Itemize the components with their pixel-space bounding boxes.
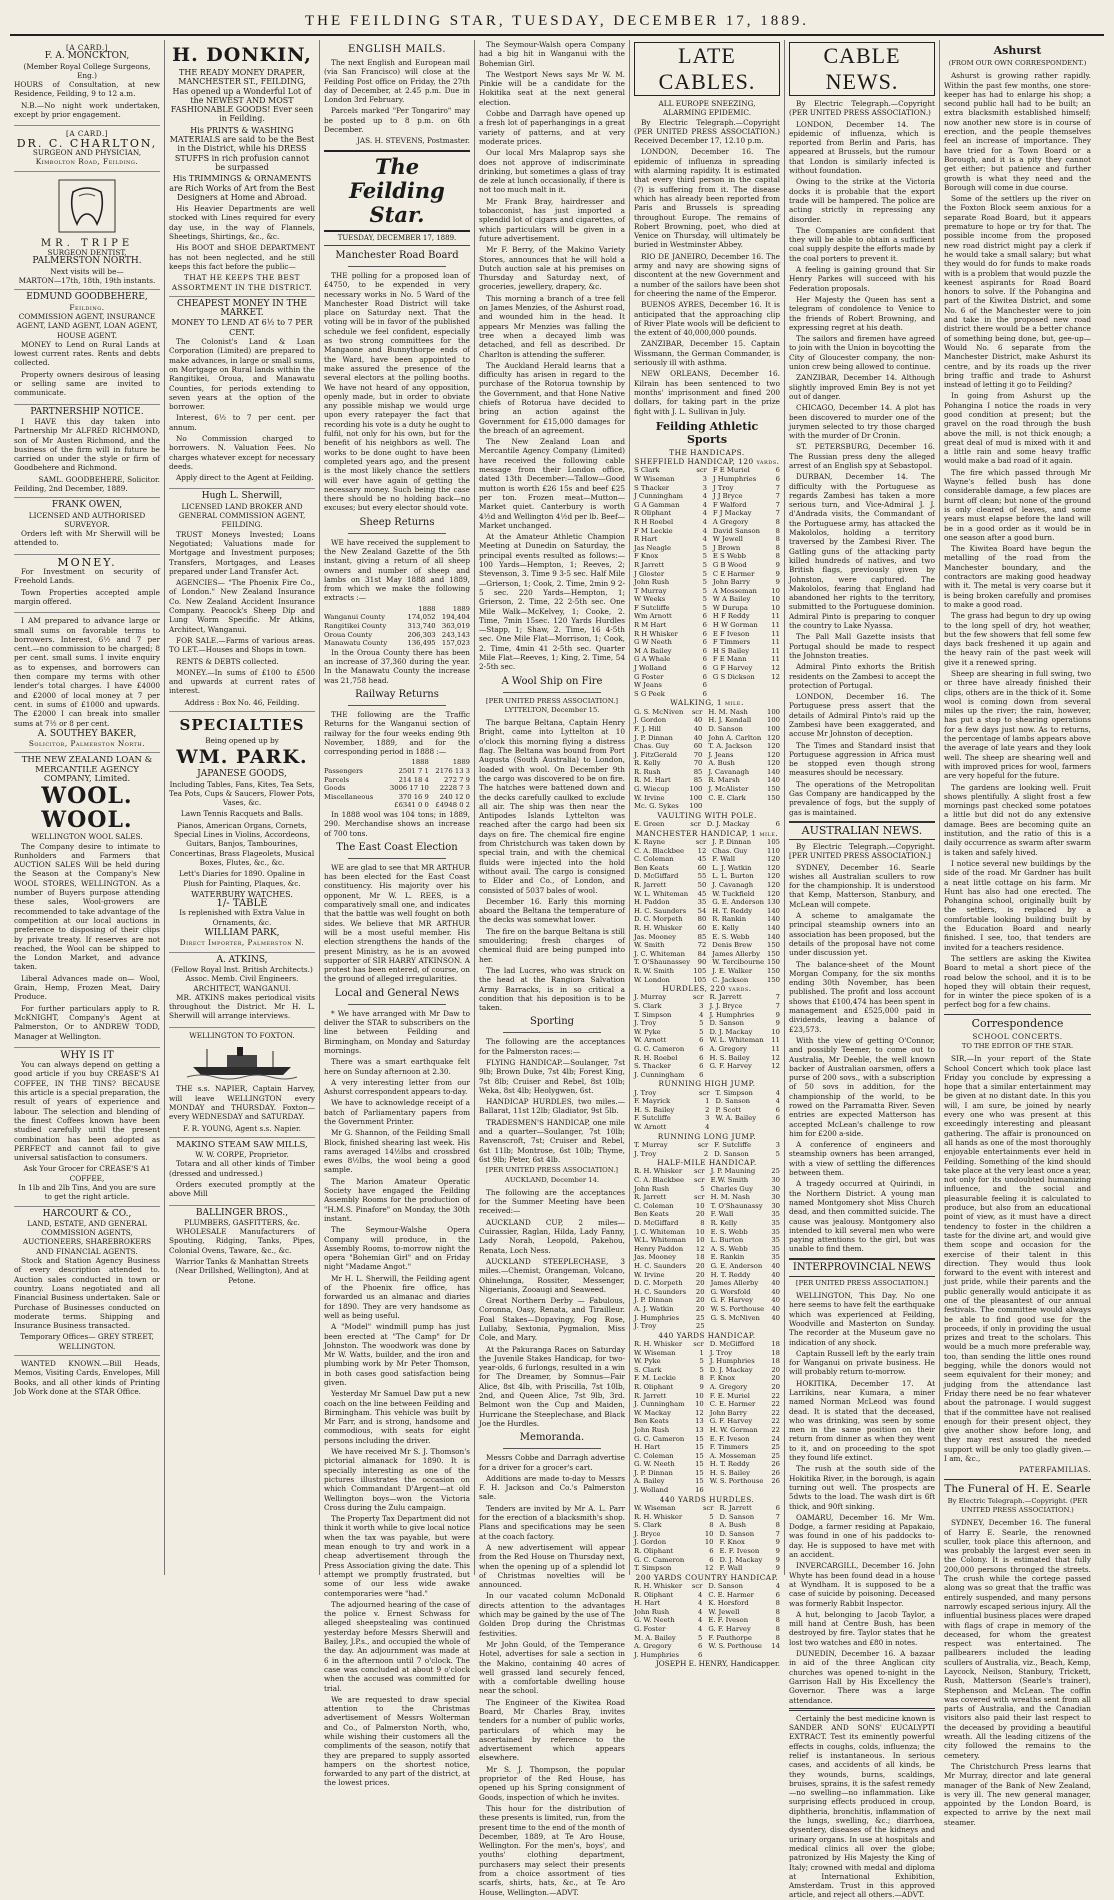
table-row: F. J. Hill 40 D. Sanson 100 <box>634 724 780 733</box>
table-row: G. W. Neeth 4 E. F. Iveson 8 <box>634 1616 780 1625</box>
table-row: R H Whisker 6 E F Iveson 11 <box>634 629 780 638</box>
table-row: A. Bailey 15 W. S. Porthouse 26 <box>634 1477 780 1486</box>
article-local-news: Local and General News * We have arranged with Mr Daw to deliver the STAR to subscribers on the line between Feilding and Birmingham, on Monday and Saturday mornings. There was a smart earthquake felt here on Sunday afternoon at 2.30. A very interesting letter from our Ashurst correspondent appears to-day. We have to acknowledge receipt of a batch of Parliamentary papers from the Government Printer. Mr G. Shannon, of the Feilding Small Block, finished shearing last week. His rams averaged 14½lbs and crossbred ewes 8½lbs, the wool being a good sample. The Marion Amateur Operatic Society have engaged the Feilding Assembly Rooms for the production of "H.M.S. Pinafore" on Monday, the 30th instant. The Seymour-Walshe Opera Company will produce, in the Assembly Rooms, to-morrow night the opera "Bohemian Girl" and on Friday night "Madame Angot." Mr H. L. Sherwill, the Feilding agent of the Phoenix fire office, has forwarded us an almanac and diaries for 1890. They are very handsome as well as being useful. A "Model" windmill pump has just been erected at "The Camp" for Dr Johnston. The woodwork was done by Mr W. Watts, builder, and the iron and plumbing work by Mr Peter Thomson, in both cases good satisfaction being given. Yesterday Mr Samuel Daw put a new coach on the line between Feilding and Birmingham. This vehicle was built by Mr Farr, and is strong, handsome and commodious, with seats for eight persons including the driver. We have received Mr S. J. Thomson's pictorial almanack for 1890. It is specially interesting as one of the pictures illustrates the occasion on which Commandant D'Argent—at old Wellington boys—won the Victoria Cross during the Zulu campaign. The Property Tax Department did not think it worth while to give local notice when the tax was payable, but were mean enough to try and work in a cheap advertisement through the Press Association giving the date. This attempt we promptly frustrated, but some of our less wide awake contemporaries were "had." The adjourned hearing of the case of the police v. Ernest Schwass for alleged sheepstealing was continued yesterday before Messrs Sherwill and Bailey, J.P.s., and occupied the whole of the day. An adjournment was made at 6 in the afternoon until 7 o'clock. The case was concluded at about 9 o'clock when the accused was committed for trial. We are requested to draw special attention to the Christmas advertisement of Messrs Wolterman and Co., of Palmerston North, who, while wishing their customers all the compliments of the season, notify that they are prepared to supply assorted hampers on the shortest notice, forwarded to any part of the district, at the lowest prices. <box>324 987 470 1788</box>
table-row: J. Bryce 10 D. Sanson 7 <box>634 1529 780 1538</box>
table-row: F. M. Leckie 8 F. Knox 20 <box>634 1374 780 1383</box>
table-row: W. Mackay 12 John Barry 22 <box>634 1408 780 1417</box>
table-row: J. C. Whiteman 10 E. S. Webb 35 <box>634 1227 780 1236</box>
table-row: W.L. Whiteman 10 L. Burton 35 <box>634 1236 780 1245</box>
ad-owen: FRANK OWEN, LICENSED AND AUTHORISED SURVEYOR. Orders left with Mr Sherwill will be attended to. <box>14 498 160 554</box>
table-row: R Oliphant 4 F J Mackay 7 <box>634 509 780 518</box>
column-7 <box>940 40 1095 1827</box>
handicap-table <box>634 1141 780 1158</box>
table-row: F M Leckie 4 David Sanson 8 <box>634 526 780 535</box>
ad-charlton: [A CARD.] DR. C. CHARLTON, SURGEON AND PHYSICIAN, Kimbolton Road, Feilding. <box>14 126 160 171</box>
sheep-returns-table: 1888 1889 Wanganui County 174,052 194,404 Rangitikei County 313,740 363,019 Oroua County 206,303 243,143 Manawatu County 136,495 157,023 <box>324 604 470 648</box>
table-row: S. Thacker 6 G. F. Harvey 12 <box>634 1062 780 1071</box>
table-row: R. H. Whisker scr D. Sanson 4 <box>634 1582 780 1591</box>
ad-sherwill: Hugh L. Sherwill, LICENSED LAND BROKER AND GENERAL COMMISSION AGENT, FEILDING. TRUST Moneys Invested; Loans Negotiated; Valuations made for Mortgage and Investment purposes; Transfers, Mortgages, and Leases prepared under Land Transfer Act. AGENCIES— "The Phoenix Fire Co., of London." New Zealand Insurance Co. New Zealand Accident Insurance Company. Peacock's Sheep Dip and Lung Worm Specific. Mr Atkins, Architect, Wanganui. FOR SALE.—Farms of various areas. TO LET.—Houses and Shops in town. RENTS & DEBTS collected. MONEY.—In sums of £100 to £500 and upwards at current rates of interest. Address : Box No. 46, Feilding. <box>169 489 315 712</box>
table-row: John Rush 5 John Barry 9 <box>634 578 780 587</box>
table-row: F Knox 5 E S Webb 8 <box>634 552 780 561</box>
table-row: F Sutcliffe 5 W Durupa 10 <box>634 603 780 612</box>
table-row: H. Hart 15 F. Timmers 25 <box>634 1443 780 1452</box>
table-row: John Rush 5 Charles Guy 30 <box>634 1184 780 1193</box>
ad-park: SPECIALTIES Being opened up by WM. PARK. JAPANESE GOODS, Including Tables, Fans, Kites, Tea Sets, Tea Pots, Cups & Saucers, Flower Pots, Vases, &c. Lawn Tennis Racquets and Balls. Pianos, American Organs, Cornets, Special Lines in Violins, Accordeons, Guitars, Banjos, Tambourines, Concertinas, Brass Flageolets, Musical Boxes, Flutes, &c., &c. Lett's Diaries for 1890. Opaline in Plush for Painting, Plaques, &c. WATERBURY WATCHES. 1/- TABLE Is replenished with Extra Value in Ornaments, &c. WILLIAM PARK, Direct Importer, Palmerston N. <box>169 712 315 953</box>
table-row: J. Murray scr R. Jarrett 7 <box>634 993 780 1002</box>
table-row: Ben Keats 13 G. F. Harvey 22 <box>634 1417 780 1426</box>
table-row: F. Mayrick 1 D. Sanson 4 <box>634 1097 780 1106</box>
ad-cheapest: CHEAPEST MONEY IN THE MARKET. MONEY TO LEND AT 6½ to 7 PER CENT. The Colonist's Land & Loan Corporation (Limited) are prepared to make advances, in large or small sums, on Mortgage on Rural lands within the Rangitikei, Oroua, and Manawatu Counties, for periods extending to seven years at the option of the borrower. Interest, 6½ to 7 per cent. per annum. No Commission charged to borrowers. N. Valuation Fees. No charges whatever except for necessary deeds. Apply direct to the Agent at Feilding. <box>169 297 315 490</box>
table-row: G W Neeth 6 F Timmers 11 <box>634 638 780 647</box>
article-correspondence: Correspondence SCHOOL CONCERTS. TO THE EDITOR OF THE STAR. SIR,—In your report of the State School Concert which took place last Friday you conclude by expressing a hope that a similar entertainment may be given at no distant date. In this you will, I am sure, be joined by nearly every one who was present at this exceedingly interesting and pleasant gathering. The affair is pronounced on all hands as one of the most thoroughly enjoyable entertainments ever held in Feilding. Something of the kind should take place at the very least once a year, not only for its undoubted humanizing influence, and the social and pleasurable feeling it is calculated to produce, but also from an educational point of view, as it must have a direct tendency to foster in the children a taste for the divine art, and would give them scope and occasion for the exercise of their talent in this direction. They would thus look forward to the event with interest and just pride, while their parents and the public generally would anticipate it as one of the pleasantest of our annual festivals. The committee would always be able to find good use for the proceeds, if only in providing the usual prizes and treat to the scholars. This would be a much more preferable way, too, than sending the little ones round begging, while the donors would not seem equivalent for their money; and judging from the attendance last Friday there need be no fear whatever about the patronage. I would suggest that if the committee have not realised enough for their present object, they give another show before long, and they may rest assured the needed support will be only too gladly given.—I am, &c., PATERFAMILIAS. <box>944 1014 1091 1475</box>
table-row: H. C. Saunders 54 H. T. Reddy 140 <box>634 906 780 915</box>
table-row: Rangitikei County 313,740 363,019 <box>324 621 470 630</box>
table-row: D. C. Morpeth 20 James Allerby 40 <box>634 1279 780 1288</box>
table-row: W. Smith 72 Denis Brew 150 <box>634 941 780 950</box>
table-row: S Thacker 3 J Troy 7 <box>634 483 780 492</box>
table-row: J. P. Dinnan 40 John A. Carlton 120 <box>634 733 780 742</box>
table-row: G A Gamman 4 F Walford 7 <box>634 500 780 509</box>
table-row: W Wiseman 3 J Humphries 6 <box>634 474 780 483</box>
table-row: R Jarrett 5 G B Wood 9 <box>634 560 780 569</box>
table-row: K. Rayne scr J. P. Dinnan 105 <box>634 838 780 847</box>
railway-returns-table: 1888 1889 Passengers 2501 7 1 2176 13 3 Parcels 214 18 4 272 7 9 Goods 3006 17 10 2228 7 3 Miscellaneous 370 16 9 240 12 0 £6341 0 0 £4948 0 2 <box>324 758 470 810</box>
table-row: R. Kelly 70 A. Bush 120 <box>634 759 780 768</box>
table-row: W. Pyke 5 D. J. Mackay 10 <box>634 1027 780 1036</box>
ad-crease: WHY IS IT You can always depend on getting a good article if you buy CREASE'S A1 COFFEE, IN THE TINS? BECAUSE this article is a special preparation, the result of years of experience and labour. The selection and blending of the finest Coffees known have been studied carefully until the present combination has been adopted as PERFECT and cannot fail to give universal satisfaction to consumers. Ask Your Grocer for CREASE'S A1 COFFEE, In 1lb and 2lb Tins, And you are sure to get the right article. <box>14 1048 160 1207</box>
column-6: CABLE NEWS. By Electric Telegraph.—Copyright (PER UNITED PRESS ASSOCIATION.) LONDON, December 14. The epidemic of influenza, which is reported from Berlin and Paris, has appeared at Brussels, but the rumour that London is similarly infected is without foundation. Owing to the strike at the Victoria docks it is probable that the export trade will be hampered. The police are acting strictly in repressing any disorder. The Companies are confident that they will be able to obtain a sufficient coal supply despite the efforts made by the coal porters to prevent it. A feeling is gaining ground that Sir Henry Parkes will succeed with his Federation proposals. Her Majesty the Queen has sent a telegram of condolence to Venice to the friends of Robert Browning, and expressing regret at his death. The sailors and firemen have agreed to join with the Union in boycotting the City of Gloucester company, the non-union crew being allowed to continue. ZANZIBAR, December 14. Although slightly improved Emin Bey is not yet out of danger. CHICAGO, December 14. A plot has been discovered to murder one of the jurymen selected to try those charged with the murder of Dr Cronin. ST. PETERSBURG, December 16. The Russian press deny the alleged arrest of an English spy at Sebastopol. DURBAN, December 14. The difficulty with the Portuguese as regards Zambesi has taken a more serious turn, and Vice-Admiral J. J. d'Andrada visits, the Commandant of the Portuguese army, has attacked the Makololos, holding a territory traversed by the Zambesi River. The Gatling guns of the attacking party killed hundreds of natives, and two British flags, previously given by Johnston, were captured. The Makololos, fearing that England had abandoned her rights to the territory, submitted to the Portuguese dominion. Admiral Pinto is preparing to conquer the country to Lake Nyassa. The Pall Mall Gazette insists that Portugal should be made to respect the Johnston treaties. Admiral Pinto exhorts the British residents on the Zambesi to accept the protection of Portugal. LONDON, December 16. The Portuguese press assert that the details of Admiral Pinto's raid up the Zambesi have been exaggerated, and accuse Mr Johnston of deception. The Times and Standard insist that Portuguese aggression in Africa must be stopped even though strong measures should be necessary. The operations of the Metropolitan Gas Company are handicapped by the prevalence of fogs, but the supply of gas is maintained. AUSTRALIAN NEWS. By Electric Telegraph.—Copyright. [PER UNITED PRESS ASSOCIATION.] SYDNEY, December 16. Searle wishes all Australian scullers to row for the championship. It is understood that Kemp, Matterson, Stanbury, and McLean will compete. A scheme to amalgamate the principal steamship owners into an association has been proposed, but the details of the proposal have not come under discussion yet. The balance-sheet of the Mount Morgan Company, for the six months ending 30th November, has been published. The profit and loss account shows that £100,474 has been spent in management and £525,000 paid in dividends, leaving a balance of £23,573. With the view of getting O'Connor, and possibly Teemer, to come out to Australia, Mr Deeble, the well known backer of Australian oarsmen, offers a purse of 200 sovs., with a subscription of 50 sovs in addition, for the championship of the world, to be rowed on the Parramatta River. Seven entries are expected Matterson has accepted McLean's challenge to row him for £200 a-side. A conference of engineers and steamship owners has been arranged, with a view of settling the differences between them. A tragedy occurred at Quirindi, in the Northern District. A young man named Montgomery shot Miss Church dead, and then committed suicide. The cause was jealousy. Montgomery also intended to kill several men who were paying attentions to the girl, but was unable to find them. INTERPROVINCIAL NEWS [PER UNITED PRESS ASSOCIATION.] WELLINGTON, This Day. No one here seems to have felt the earthquake which was experienced at Feilding, Woodville and Masterton on Sunday. The recorder at the Museum gave no indication of any shock. Captain Russell left by the early train for Wanganui on private business. He will probably return to-morrow. HOKITIKA, December 17. At Larrikins, near Kumara, a miner named Norman McLeod was found dead. It is stated that the deceased, who was drinking, was seen by some men in the same position on their return from dinner as when they went to it, and on proceeding to the spot they found life extinct. The rush at the south side of the Hokitika River, in the borough, is again turning out well. The prospects are 5dwts to the load. The wash dirt is 6ft thick, and 90ft sinking. OAMARU, December 16. Mr Wm. Dodge, a farmer residing at Papakaio, was found in one of his paddocks to-day. He is supposed to have met with an accident. INVERCARGILL, December 16. John Whyte has been found dead in a house at Wyndham. It is supposed to be a case of suicide by poisoning. Deceased was formerly Rabbit Inspector. A hut, belonging to Jacob Taylor, a mill hand at Centre Bush, has been destroyed by fire. Taylor states that he lost two watches and £80 in notes. DUNEDIN, December 16. A bazaar in aid of the three Anglican city churches was opened to-night in the Garrison Hall by His Excellency the Governor. There was a large attendance. Certainly the best medicine known is SANDER AND SONS' EUCALYPTI EXTRACT. Test its eminently powerful effects in coughs, colds, influenza; the relief is instantaneous. In serious cases, and accidents of all kinds, be they wounds, burns, scaldings, bruises, sprains, it is the safest remedy—no swelling—no inflammation. Like surprising effects produced in croup, diphtheria, bronchitis, inflammation of the lungs, swelling, &c.; diarrhoea, dysentery, diseases of the kidneys and urinary organs. In use at hospitals and medical clinics all over the globe; patronized by His Majesty the King of Italy; crowned with medal and diploma at International Exhibition, Amsterdam. Trust in this approved article, and reject all others.—ADVT. <box>785 40 940 1575</box>
table-row: C. Coleman 45 F. Wall 120 <box>634 855 780 864</box>
table-row: J. Cunningham 10 C. E. Harmer 22 <box>634 1400 780 1409</box>
table-row: S. Clark 5 D. J. Mackay 20 <box>634 1365 780 1374</box>
table-row: Passengers 2501 7 1 2176 13 3 <box>324 767 470 775</box>
table-row: G. W. Neeth 15 H. T. Reddy 26 <box>634 1460 780 1469</box>
table-row: Miscellaneous 370 16 9 240 12 0 <box>324 792 470 801</box>
handicap-table <box>634 1089 780 1132</box>
table-row: J. Humphries 6 <box>634 1650 703 1659</box>
table-row: R. Jarrett scr H. M. Nash 30 <box>634 1193 780 1202</box>
ad-harcourt: HARCOURT & CO., LAND, ESTATE, AND GENERAL COMMISSION AGENTS, AUCTIONEERS, SHAREBROKERS AND FINANCIAL AGENTS. Stock and Station Agency Business of every description attended to. Auction sales conducted in town or country. Loans negotiated and all Financial Business undertaken. Sale or Purchase of Businesses conducted on moderate terms. Shipping and Insurance Business transacted. Temporary Offices— GREY STREET, WELLINGTON. <box>14 1207 160 1356</box>
ad-partnership: PARTNERSHIP NOTICE. I HAVE this day taken into Partnership Mr ALFRED RICHMOND, son of Mr Austen Richmond, and the business of the firm will in future be carried on under the style or firm of Goodbehere and Richmond. SAML. GOODBEHERE, Solicitor. Feilding, 2nd December, 1889. <box>14 405 160 499</box>
table-row: J. Gordon 40 H. J. Kendall 100 <box>634 716 780 725</box>
table-row: W. Wiseman scr R. Jarrett 6 <box>634 1503 780 1512</box>
ad-donkin: H. DONKIN, THE READY MONEY DRAPER, MANCHESTER ST., FEILDING, Has opened up a Wonderful Lot of the NEWEST AND MOST FASHIONABLE GOODS! Ever seen in Feilding. His PRINTS & WASHING MATERIALS are said to be the Best in the District, while his DRESS STUFFS in rich profusion cannot be surpassed His TRIMMINGS & ORNAMENTS are Rich Works of Art from the Best Designers at Home and Abroad. His Heavier Departments are well stocked with Lines required for every day use, in the way of Flannels, Sheetings, Shirtings, &c., &c. His BOOT and SHOE DEPARTMENT has not been neglected, and he still keeps this fact before the public— THAT HE KEEPS THE BEST ASSORTMENT IN THE DISTRICT. <box>169 40 315 297</box>
table-row: C. Coleman 10 T. O'Shaunassy 30 <box>634 1201 780 1210</box>
column-3 <box>320 40 475 1788</box>
table-row: J Gloster 5 C E Harmer 9 <box>634 569 780 578</box>
column-1 <box>10 40 165 1575</box>
table-row: W. Irvine 100 C. E. Clark 150 <box>634 793 780 802</box>
table-row: R. H. Whisker 60 E. Kelly 140 <box>634 923 780 932</box>
table-row: D. McGiffard 55 L. L. Burton 120 <box>634 872 780 881</box>
column-2 <box>165 40 320 1575</box>
table-row: R. Jarrett 50 J. Cavanagh 120 <box>634 881 780 889</box>
article-searle-funeral: The Funeral of H. E. Searle By Electric Telegraph.—Copyright. (PER UNITED PRESS ASSOCIATION.) SYDNEY, December 16. The funeral of Harry E. Searle, the renowned sculler, took place this afternoon, and was probably the largest ever seen in the Colony. It is estimated that fully 200,000 persons thronged the streets. The crush while the cortege passed along was so great that the traffic was entirely suspended, and many persons narrowly escaped serious injury. All the influential business places were draped with flags of crape in memory of the deceased, for whom the greatest respect was entertained. The pallbearers included the leading scullers of Australia, viz., Beach, Kemp, Laycock, Neilson, Stanbury, Trickett, Rush, Matterson (Searle's trainer), Stephenson and McLean. The coffin was covered with wreaths sent from all parts of Australia, and the Canadian visitors also paid their last respect to the deceased by providing a beautiful wreath. All the leading citizens of the city followed the remains to the cemetery. The Christchurch Press learns that Mr Murray, director and late general manager of the Bank of New Zealand, is very ill. The new general manager, appointed by the London Board, is expected to arrive by the next mail steamer. <box>944 1479 1091 1827</box>
table-row: S. Clark 3 J. J. Bryce 7 <box>634 1002 780 1011</box>
steamship-icon <box>169 1043 315 1081</box>
article-athletic-sports: Feilding Athletic Sports THE HANDICAPS. SHEFFIELD HANDICAP, 120 yards. S Clark scr F E Muriel 6 W Wiseman 3 J Humphries 6 S Thacker 3 J Troy 7 J Cunningham 4 J J Bryce 7 G A Gamman 4 F Walford 7 R Oliphant 4 F J Mackay 7 R H Roebel 4 A Gregory 8 F M Leckie 4 David Sanson 8 R Hart 4 W Jewell 8 Jas Neagle 5 J Brown 8 F Knox 5 E S Webb 8 R Jarrett 5 G B Wood 9 J Gloster 5 C E Harmer 9 John Rush 5 John Barry 9 T Murray 5 A Mosseman 10 W Weeks 5 W A Bailey 10 F Sutcliffe 5 W Durupa 10 Wm Arnott 6 H F Reddy 11 R M Hart 6 H W Gorman 11 R H Whisker 6 E F Iveson 11 G W Neeth 6 F Timmers 11 M A Bailey 6 H S Bailey 11 G A Whale 6 F E Mann 11 J Wolland 6 G F Harvey 12 G Foster 6 G S Dickson 12 W Jeans 6 S G Peek 6 WALKING, 1 mile. G. S. McNiven scr H. M. Nash 100 J. Gordon 40 H. J. Kendall 100 F. J. Hill 40 D. Sanson 100 J. P. Dinnan 40 John A. Carlton 120 Chas. Guy 60 T. A. Jackson 120 J. FitzGerald 70 J. Jeans 120 R. Kelly 70 A. Bush 120 R. Rush 85 J. Cavanagh 140 R. M. Hart 85 R. Marsh 140 G. Wiecup 100 J. McAlister 150 W. Irvine 100 C. E. Clark 150 Mc. G. Sykes 100 VAULTING WITH POLE. E. Green scr D. J. Mackay 6 MANCHESTER HANDICAP, 1 mile. K. Rayne scr J. P. Dinnan 105 C. A. Blackbee 12 Chas. Guy 110 C. Coleman 45 F. Wall 120 Ben Keats 60 L. J. Watkin 120 D. McGiffard 55 L. L. Burton 120 R. Jarrett 50 J. Cavanagh 120 W. L. Whiteman 45 W. Tuckfield 120 H. Paddon 35 G. E. Anderson 130 H. C. Saunders 54 H. T. Reddy 140 D. C. Morpeth 80 R. Rankin 140 R. H. Whisker 60 E. Kelly 140 Jas. Mooney 85 E. S. Webb 140 W. Smith 72 Denis Brew 150 J. C. Whiteman 84 James Allerby 150 T. O'Shaunassey 90 W. Tercibourne 150 R. W. Smith 105 J. E. Walker 150 W. London 105 C. Jackson 150 HURDLES, 220 yards. J. Murray scr R. Jarrett 7 S. Clark 3 J. J. Bryce 7 T. Simpson 4 J. Humphries 9 J. Troy 5 D. Sanson 9 W. Pyke 5 D. J. Mackay 10 W. Arnott 6 W. L. Whiteman 11 G. C. Cameron 6 A. Gregory 11 R. H. Roebel 6 H. S. Bailey 12 S. Thacker 6 G. F. Harvey 12 J. Cunningham 6 RUNNING HIGH JUMP. J. Troy scr T. Simpson 4 F. Mayrick 1 D. Sanson 4 H. S. Bailey 2 P. Scott 6 F. Sutcliffe 3 W. A. Bailey 6 W. Arnott 4 RUNNING LONG JUMP. T. Murray scr F. Sutcliffe 3 J. Troy 2 D. Sanson 5 HALF-MILE HANDICAP. R. H. Whisker scr J. P. Mauning 25 C. A. Blackbee scr E.W. Smith 30 John Rush 5 Charles Guy 30 R. Jarrett scr H. M. Nash 30 C. Coleman 10 T. O'Shaunassy 30 Ben Keats 20 F. Wall 35 D. McGiffard 8 R. Kelly 35 J. C. Whiteman 10 E. S. Webb 35 W.L. Whiteman 10 L. Burton 35 Henry Paddon 12 A. S. Webb 35 Jas. Mooney 18 E. Rankin 35 H. C. Saunders 20 G. E. Anderson 40 W. Irvine 20 H. T. Reddy 40 D. C. Morpeth 20 James Allerby 40 H. C. Saunders 20 G. Worsfold 40 J. P. Dinnan 20 G. F. Harvey 40 A. J. Watkin 20 W. S. Porthouse 40 J. Humphries 25 G. S. McNiven 40 J. Troy 25 440 YARDS HANDICAP. R. H. Whisker scr D. McGifford 18 W. Wiseman 1 J. Troy 18 W. Pyke 5 J. Humphries 18 S. Clark 5 D. J. Mackay 20 F. M. Leckie 8 F. Knox 20 R. Oliphant 9 A. Gregory 20 R. Jarrett 10 F. E. Muriel 22 J. Cunningham 10 C. E. Harmer 22 W. Mackay 12 John Barry 22 Ben Keats 13 G. F. Harvey 22 John Rush 13 H. W. Gorman 22 G. C. Cameron 15 E. F. Iveson 24 H. Hart 15 F. Timmers 25 C. Coleman 15 A. Mosseman 25 G. W. Neeth 15 H. T. Reddy 26 J. P. Dinnan 15 H. S. Bailey 26 A. Bailey 15 W. S. Porthouse 26 J. Wolland 16 440 YARDS HURDLES. W. Wiseman scr R. Jarrett 6 R. H. Whisker 5 D. Sanson 7 S. Clark 8 A. Bush 8 J. Bryce 10 D. Sanson 7 J. Gordon 10 F. Knox 9 R. Oliphant 6 E. F. Iveson 9 G. C. Cameron 6 D. J. Mackay 9 T. Simpson 12 F. Wall 9 200 YARDS COUNTRY HANDICAP. R. H. Whisker scr D. Sanson 4 R. Oliphant 4 C. E. Harmer 6 H. Hart 4 K. Horsford 8 John Rush 4 W. Jewell 8 G. W. Neeth 4 E. F. Iveson 8 G. Foster 4 G. F. Harvey 8 M. A. Bailey 5 F. Pauthorpe 8 A. Gregory 6 W. S. Porthouse 14 J. Humphries 6 JOSEPH E. HENRY, Handicapper. <box>634 419 780 1669</box>
table-row: A. Gregory 6 W. S. Porthouse 14 <box>634 1642 780 1651</box>
ad-wanted: WANTED KNOWN.—Bill Heads, Memos, Visiting Cards, Envelopes, Mill Books, and all other kinds of Printing Job Work done at the STAR Office. <box>14 1359 160 1396</box>
table-row: W. Arnott 6 W. L. Whiteman 11 <box>634 1036 780 1045</box>
table-row: Chas. Guy 60 T. A. Jackson 120 <box>634 742 780 751</box>
eucalypti-advertisement: Certainly the best medicine known is SANDER AND SONS' EUCALYPTI EXTRACT. Test its eminently powerful effects in coughs, colds, influenza; the relief is instantaneous. In serious cases, and accidents of all kinds, be they wounds, burns, scaldings, bruises, sprains, it is the safest remedy—no swelling—no inflammation. Like surprising effects produced in croup, diphtheria, bronchitis, inflammation of the lungs, swelling, &c.; diarrhoea, dysentery, diseases of the kidneys and urinary organs. In use at hospitals and medical clinics all over the globe; patronized by His Majesty the King of Italy; crowned with medal and diploma at International Exhibition, Amsterdam. Trust in this approved article, and reject all others.—ADVT. <box>789 1713 935 1900</box>
table-row: J. Humphries 25 G. S. McNiven 40 <box>634 1313 780 1322</box>
table-row: S Clark scr F E Muriel 6 <box>634 466 780 475</box>
table-row: Ben Keats 20 F. Wall 35 <box>634 1210 780 1219</box>
table-row: £6341 0 0 £4948 0 2 <box>394 801 470 810</box>
table-row: W Jeans 6 <box>634 681 707 690</box>
table-row: Mc. G. Sykes 100 <box>634 802 703 811</box>
article-sporting: Sporting The following are the acceptances for the Palmerston races:— FLYING HANDICAP.—Soulanger, 7st 9lb; Brown Duke, 7st 4lb; Forest King, 7st 8lb; Cruiser and Rebel, 8st 10lb; Weka, 8st 4lb; Heolygwen, 6st. HANDICAP HURDLES, two miles.—Ballarat, 11st 12lb; Gladiator, 9st 5lb. TRADESMEN'S HANDICAP, one mile and a quarter—Soulanger, 7st 10lb; Ravenscroft, 7st; Cruiser and Rebel, 6st 11lb; Montrose, 6st 10lb; Thyme, 6st 9lb; Peter, 6st 4lb. [PER UNITED PRESS ASSOCIATION.] AUCKLAND, December 14. The following are the acceptances for the Summer Meeting have been received:— AUCKLAND CUP, 2 miles—Cuirassier, Raglan, Hilda, Lady Fanny, Lady Norah, Leopold, Pakehou, Renata, Loch Ness. AUCKLAND STEEPLECHASE, 3 miles.—Chemist, Orangeman, Volcano, Ohinelunga, Rossiter, Messenger, Nigerianis, Zooaugi and Seaweed. Great Northern Derby — Fabulous, Coronna, Oasy, Renata, and Tirailleur. Foal Stakes—Dopavingy, Fog Rose, Lullaby, Sextonia, Pygmalion, Miss Cole, and Mary. At the Pakuranga Races on Saturday the Juvenile Stakes Handicap, for two-year-olds, 6 furlongs, resulted in a win for The Dreamer, by Somnus—Fair Alice, 8st 4lb, with Priscilla, 7st 10lb, 2nd, and Queen Alice, 7st 9lb, 3rd. Belmont won the Cup and Maiden, Hurricane the Steeplechase, and Black Joe the Hurdles. <box>479 1016 625 1428</box>
handicap-table <box>634 466 780 698</box>
table-row: Oroua County 206,303 243,143 <box>324 630 470 639</box>
table-row: R. H. Whisker scr D. McGifford 18 <box>634 1339 780 1348</box>
table-row: G. Foster 4 G. F. Harvey 8 <box>634 1624 780 1633</box>
table-row: R. Oliphant 6 E. F. Iveson 9 <box>634 1546 780 1555</box>
table-row: J Wolland 6 G F Harvey 12 <box>634 664 780 673</box>
table-row: G. Wiecup 100 J. McAlister 150 <box>634 785 780 794</box>
table-row: Jas Neagle 5 J Brown 8 <box>634 543 780 552</box>
table-row: W. Arnott 4 <box>634 1123 710 1132</box>
table-row: J. P. Dinnan 15 H. S. Bailey 26 <box>634 1468 780 1477</box>
column-4: The Seymour-Walsh opera Company had a big hit in Wanganui with the Bohemian Girl. The Westport News says Mr W. M. Pinkie will be a candidate for the Hokitika seat at the next general election. Cobbe and Darragh have opened up a fresh lot of paperhangings in a great variety of patterns, and at very moderate prices. Our local Mrs Malaprop says she does not approve of indiscriminate drinking, but sometimes a glass of tray de zele at lunch occasionally, if there is not too much malt in it. Mr Frank Bray, hairdresser and tobacconist, has just imported a splendid lot of cigars and cigarettes, of which particulars will be given in a future advertisement. Mr F. Berry, of the Makino Variety Stores, announces that he will hold a Dutch auction sale at his premises on Thursday and Saturday next, of groceries, jewellery, drapery, &c. This morning a branch of a tree fell on James Menzies, of the Ashurst road, and wounded him in the head. It appears Mr Menzies was falling the tree when a decayed limb was detached, and fell as described. Dr Charlton is attending the sufferer. The Auckland Herald learns that a difficulty has arisen in regard to the purchase of the Rotorua township by the Government, and that Hone Native chiefs of Rotorua have decided to bring an action against the Government for £15,000 damages for the breach of an agreement. The New Zealand Loan and Mercantile Agency Company (Limited) have received the following cable message from their London office, dated 13th December:—Tallow—Good mutton is worth £26 15s and beef £25 per ton. Frozen meat—Mutton—Market quiet. Canterbury is worth 4½d and Wellington 4½d per lb. Beef—Market unchanged. At the Amateur Athletic Champion Meeting at Dunedin on Saturday, the principal events resulted as follows:—100 Yards—Hempton, 1; Reeves, 2; Stevenson, 3. Time 9 3-5 sec. Half Mile—Grierson, 1; Cook, 2. Time, 2min 9 2-5 sec. 220 Yards—Hempton, 1; Grierson, 2. Time, 22 2-5th sec. One Mile Walk—McKelvey, 1; Cooke, 2. Time, 7min 15sec. 120 Yards Hurdles—Stapp, 1; Shaw, 2. Time, 16 4-5th sec. One Mile Flat—Morrison, 1; Cook, 2. Time, 4min 41 2-5th sec. Quarter Mile Flat—Reeves, 1; King, 2. Time, 54 2-5th sec. A Wool Ship on Fire [PER UNITED PRESS ASSOCIATION.] LYTTELTON, December 15. The barque Beltana, Captain Henry Bright, came into Lyttelton at 10 o'clock this morning flying a distress flag. The Beltana was bound from Port Augusta (South Australia) to London, loaded with wool. On December 9th the cargo was discovered to be on fire. The hatches were battened down and the decks carefully caulked to exclude all air. The ship was then near the Antipodes Islands Lyttelton was reached after the cargo had been six days on fire. The chemical fire engine from Christchurch was taken down by special train, and with the chemical fluids were injected into the hold without avail. The cargo is consigned to Elder and Co., of London, and consisted of 5037 bales of wool. December 16. Early this morning aboard the Beltana the temperature of the decks was somewhat lower. The fire on the barque Beltana is still smouldering; fresh charges of chemical fluid are being pumped into her. The lad Lucres, who was struck on the head at the Rangiora Salvation Army Barracks, is in so critical a condition that his deposition is to be taken. Sporting The following are the acceptances for the Palmerston races:— FLYING HANDICAP.—Soulanger, 7st 9lb; Brown Duke, 7st 4lb; Forest King, 7st 8lb; Cruiser and Rebel, 8st 10lb; Weka, 8st 4lb; Heolygwen, 6st. HANDICAP HURDLES, two miles.—Ballarat, 11st 12lb; Gladiator, 9st 5lb. TRADESMEN'S HANDICAP, one mile and a quarter—Soulanger, 7st 10lb; Ravenscroft, 7st; Cruiser and Rebel, 6st 11lb; Montrose, 6st 10lb; Thyme, 6st 9lb; Peter, 6st 4lb. [PER UNITED PRESS ASSOCIATION.] AUCKLAND, December 14. The following are the acceptances for the Summer Meeting have been received:— AUCKLAND CUP, 2 miles—Cuirassier, Raglan, Hilda, Lady Fanny, Lady Norah, Leopold, Pakehou, Renata, Loch Ness. AUCKLAND STEEPLECHASE, 3 miles.—Chemist, Orangeman, Volcano, Ohinelunga, Rossiter, Messenger, Nigerianis, Zooaugi and Seaweed. Great Northern Derby — Fabulous, Coronna, Oasy, Renata, and Tirailleur. Foal Stakes—Dopavingy, Fog Rose, Lullaby, Sextonia, Pygmalion, Miss Cole, and Mary. At the Pakuranga Races on Saturday the Juvenile Stakes Handicap, for two-year-olds, 6 furlongs, resulted in a win for The Dreamer, by Somnus—Fair Alice, 8st 4lb, with Priscilla, 7st 10lb, 2nd, and Queen Alice, 7st 9lb, 3rd. Belmont won the Cup and Maiden, Hurricane the Steeplechase, and Black Joe the Hurdles. Memoranda. Messrs Cobbe and Darragh advertise for a driver for a grocer's cart. Additions are made to-day to Messrs F. H. Jackson and Co.'s Palmerston sale. Tenders are invited by Mr A. L. Parr for the erection of a blacksmith's shop. Plans and specifications may be seen at the coach factory. A new advertisement will appear from the Red House on Thursday next, when the opening up of a splendid lot of Christmas novelties will be announced. In our vacated column McDonald directs attention to the advantages which may be gained by the use of The Golden Drop during the Christmas festivities. Mr John Gould, of the Temperance Hotel, advertises for sale a section in the Makino, containing 40 acres of well grassed land securely fenced, with a comfortable dwelling house near the school. The Engineer of the Kiwitea Road Board, Mr Charles Bray, invites tenders for a number of public works, particulars of which may be ascertained by reference to the advertisement which appears elsewhere. Mr S. J. Thompson, the popular proprietor of the Red House, has opened up his Spring consignment of Goods, inspection of which he invites. This hour for the distribution of these presents is limited, run, from the present time to the end of the month of December, 1889, at Te Aro House, Wellington. For the men's, boys', and youths' clothing department, purchasers may select their presents from a choice assortment of ties scarfs, shirts, hats, &c., at Te Aro House, Wellington.—ADVT. <box>475 40 630 1575</box>
table-row: G A Whale 6 F E Mann 11 <box>634 655 780 664</box>
ad-tripe: MR. TRIPE SURGEON DENTIST, PALMERSTON NORTH. Next visits will be— MARTON—17th, 18th, 19th instants. <box>14 172 160 291</box>
table-row: F. Sutcliffe 3 W. A. Bailey 6 <box>634 1114 780 1123</box>
table-row: Ben Keats 60 L. J. Watkin 120 <box>634 863 780 872</box>
table-row: A. J. Watkin 20 W. S. Porthouse 40 <box>634 1304 780 1313</box>
table-row: R. Oliphant 9 A. Gregory 20 <box>634 1382 780 1391</box>
table-row: G. C. Cameron 15 E. F. Iveson 24 <box>634 1434 780 1443</box>
table-row: T. O'Shaunassey 90 W. Tercibourne 150 <box>634 958 780 967</box>
column-5: LATE CABLES. ALL EUROPE SNEEZING, ALARMING EPIDEMIC. By Electric Telegraph.—Copyright (PER UNITED PRESS ASSOCIATION.) Received December 17, 12.10 p.m. LONDON, December 16. The epidemic of influenza in spreading with alarming rapidity. It is estimated that every third person in the capital (?) is suffering from it. The disease which has already been reported from Paris and Brussels is spreading throughout Europe. The remains of Robert Browning, poet, who died at Venice on Thursday, will ultimately be buried in Westminster Abbey. RIO DE JANEIRO, December 16. The army and navy are showing signs of discontent at the new Government and a number of the sailors have been shot for cheering the name of the Emperor. BUENOS AYRES, December 16. It is anticipated that the approaching clip of River Plate wools will be deficient to the extent of 40,000,000 pounds. ZANZIBAR, December 15. Captain Wissmann, the German Commander, is seriously ill with asthma. NEW ORLEANS, December 16. Kilrain has been sentenced to two months' imprisonment and fined 200 dollars, for taking part in the prize fight with J. L. Sullivan in July. Feilding Athletic Sports THE HANDICAPS. SHEFFIELD HANDICAP, 120 yards. S Clark scr F E Muriel 6 W Wiseman 3 J Humphries 6 S Thacker 3 J Troy 7 J Cunningham 4 J J Bryce 7 G A Gamman 4 F Walford 7 R Oliphant 4 F J Mackay 7 R H Roebel 4 A Gregory 8 F M Leckie 4 David Sanson 8 R Hart 4 W Jewell 8 Jas Neagle 5 J Brown 8 F Knox 5 E S Webb 8 R Jarrett 5 G B Wood 9 J Gloster 5 C E Harmer 9 John Rush 5 John Barry 9 T Murray 5 A Mosseman 10 W Weeks 5 W A Bailey 10 F Sutcliffe 5 W Durupa 10 Wm Arnott 6 H F Reddy 11 R M Hart 6 H W Gorman 11 R H Whisker 6 E F Iveson 11 G W Neeth 6 F Timmers 11 M A Bailey 6 H S Bailey 11 G A Whale 6 F E Mann 11 J Wolland 6 G F Harvey 12 G Foster 6 G S Dickson 12 W Jeans 6 S G Peek 6 WALKING, 1 mile. G. S. McNiven scr H. M. Nash 100 J. Gordon 40 H. J. Kendall 100 F. J. Hill 40 D. Sanson 100 J. P. Dinnan 40 John A. Carlton 120 Chas. Guy 60 T. A. Jackson 120 J. FitzGerald 70 J. Jeans 120 R. Kelly 70 A. Bush 120 R. Rush 85 J. Cavanagh 140 R. M. Hart 85 R. Marsh 140 G. Wiecup 100 J. McAlister 150 W. Irvine 100 C. E. Clark 150 Mc. G. Sykes 100 VAULTING WITH POLE. E. Green scr D. J. Mackay 6 MANCHESTER HANDICAP, 1 mile. K. Rayne scr J. P. Dinnan 105 C. A. Blackbee 12 Chas. Guy 110 C. Coleman 45 F. Wall 120 Ben Keats 60 L. J. Watkin 120 D. McGiffard 55 L. L. Burton 120 R. Jarrett 50 J. Cavanagh 120 W. L. Whiteman 45 W. Tuckfield 120 H. Paddon 35 G. E. Anderson 130 H. C. Saunders 54 H. T. Reddy 140 D. C. Morpeth 80 R. Rankin 140 R. H. Whisker 60 E. Kelly 140 Jas. Mooney 85 E. S. Webb 140 W. Smith 72 Denis Brew 150 J. C. Whiteman 84 James Allerby 150 T. O'Shaunassey 90 W. Tercibourne 150 R. W. Smith 105 J. E. Walker 150 W. London 105 C. Jackson 150 HURDLES, 220 yards. J. Murray scr R. Jarrett 7 S. Clark 3 J. J. Bryce 7 T. Simpson 4 J. Humphries 9 J. Troy 5 D. Sanson 9 W. Pyke 5 D. J. Mackay 10 W. Arnott 6 W. L. Whiteman 11 G. C. Cameron 6 A. Gregory 11 R. H. Roebel 6 H. S. Bailey 12 S. Thacker 6 G. F. Harvey 12 J. Cunningham 6 RUNNING HIGH JUMP. J. Troy scr T. Simpson 4 F. Mayrick 1 D. Sanson 4 H. S. Bailey 2 P. Scott 6 F. Sutcliffe 3 W. A. Bailey 6 W. Arnott 4 RUNNING LONG JUMP. T. Murray scr F. Sutcliffe 3 J. Troy 2 D. Sanson 5 HALF-MILE HANDICAP. R. H. Whisker scr J. P. Mauning 25 C. A. Blackbee scr E.W. Smith 30 John Rush 5 Charles Guy 30 R. Jarrett scr H. M. Nash 30 C. Coleman 10 T. O'Shaunassy 30 Ben Keats 20 F. Wall 35 D. McGiffard 8 R. Kelly 35 J. C. Whiteman 10 E. S. Webb 35 W.L. Whiteman 10 L. Burton 35 Henry Paddon 12 A. S. Webb 35 Jas. Mooney 18 E. Rankin 35 H. C. Saunders 20 G. E. Anderson 40 W. Irvine 20 H. T. Reddy 40 D. C. Morpeth 20 James Allerby 40 H. C. Saunders 20 G. Worsfold 40 J. P. Dinnan 20 G. F. Harvey 40 A. J. Watkin 20 W. S. Porthouse 40 J. Humphries 25 G. S. McNiven 40 J. Troy 25 440 YARDS HANDICAP. R. H. Whisker scr D. McGifford 18 W. Wiseman 1 J. Troy 18 W. Pyke 5 J. Humphries 18 S. Clark 5 D. J. Mackay 20 F. M. Leckie 8 F. Knox 20 R. Oliphant 9 A. Gregory 20 R. Jarrett 10 F. E. Muriel 22 J. Cunningham 10 C. E. Harmer 22 W. Mackay 12 John Barry 22 Ben Keats 13 G. F. Harvey 22 John Rush 13 H. W. Gorman 22 G. C. Cameron 15 E. F. Iveson 24 H. Hart 15 F. Timmers 25 C. Coleman 15 A. Mosseman 25 G. W. Neeth 15 H. T. Reddy 26 J. P. Dinnan 15 H. S. Bailey 26 A. Bailey 15 W. S. Porthouse 26 J. Wolland 16 440 YARDS HURDLES. W. Wiseman scr R. Jarrett 6 R. H. Whisker 5 D. Sanson 7 S. Clark 8 A. Bush 8 J. Bryce 10 D. Sanson 7 J. Gordon 10 F. Knox 9 R. Oliphant 6 E. F. Iveson 9 G. C. Cameron 6 D. J. Mackay 9 T. Simpson 12 F. Wall 9 200 YARDS COUNTRY HANDICAP. R. H. Whisker scr D. Sanson 4 R. Oliphant 4 C. E. Harmer 6 H. Hart 4 K. Horsford 8 John Rush 4 W. Jewell 8 G. W. Neeth 4 E. F. Iveson 8 G. Foster 4 G. F. Harvey 8 M. A. Bailey 5 F. Pauthorpe 8 A. Gregory 6 W. S. Porthouse 14 J. Humphries 6 JOSEPH E. HENRY, Handicapper. <box>630 40 785 1575</box>
handicap-table <box>634 1340 780 1495</box>
table-row: G. C. Cameron 6 D. J. Mackay 9 <box>634 1555 780 1564</box>
ad-makino: MAKINO STEAM SAW MILLS, W. W. CORPE, Proprietor. Totara and all other kinds of Timber (dressed and undressed.) Orders executed promptly at the above Mill <box>169 1138 315 1206</box>
table-row: R H Roebel 4 A Gregory 8 <box>634 517 780 526</box>
article-interprovincial-news: INTERPROVINCIAL NEWS [PER UNITED PRESS ASSOCIATION.] WELLINGTON, This Day. No one here seems to have felt the earthquake which was experienced at Feilding, Woodville and Masterton on Sunday. The recorder at the Museum gave no indication of any shock. Captain Russell left by the early train for Wanganui on private business. He will probably return to-morrow. HOKITIKA, December 17. At Larrikins, near Kumara, a miner named Norman McLeod was found dead. It is stated that the deceased, who was drinking, was seen by some men in the same position on their return from dinner as when they went to it, and on proceeding to the spot they found life extinct. The rush at the south side of the Hokitika River, in the borough, is again turning out well. The prospects are 5dwts to the load. The wash dirt is 6ft thick, and 90ft sinking. OAMARU, December 16. Mr Wm. Dodge, a farmer residing at Papakaio, was found in one of his paddocks to-day. He is supposed to have met with an accident. INVERCARGILL, December 16. John Whyte has been found dead in a house at Wyndham. It is supposed to be a case of suicide by poisoning. Deceased was formerly Rabbit Inspector. A hut, belonging to Jacob Taylor, a mill hand at Centre Bush, has been destroyed by fire. Taylor states that he lost two watches and £80 in notes. DUNEDIN, December 16. A bazaar in aid of the three Anglican city churches was opened to-night in the Garrison Hall by His Excellency the Governor. There was a large attendance. <box>789 1258 935 1705</box>
late-cables-header: LATE CABLES. <box>634 42 780 96</box>
article-memoranda: Memoranda. Messrs Cobbe and Darragh advertise for a driver for a grocer's cart. Additions are made to-day to Messrs F. H. Jackson and Co.'s Palmerston sale. Tenders are invited by Mr A. L. Parr for the erection of a blacksmith's shop. Plans and specifications may be seen at the coach factory. A new advertisement will appear from the Red House on Thursday next, when the opening up of a splendid lot of Christmas novelties will be announced. In our vacated column McDonald directs attention to the advantages which may be gained by the use of The Golden Drop during the Christmas festivities. Mr John Gould, of the Temperance Hotel, advertises for sale a section in the Makino, containing 40 acres of well grassed land securely fenced, with a comfortable dwelling house near the school. The Engineer of the Kiwitea Road Board, Mr Charles Bray, invites tenders for a number of public works, particulars of which may be ascertained by reference to the advertisement which appears elsewhere. Mr S. J. Thompson, the popular proprietor of the Red House, has opened up his Spring consignment of Goods, inspection of which he invites. This hour for the distribution of these presents is limited, run, from the present time to the end of the month of December, 1889, at Te Aro House, Wellington. For the men's, boys', and youths' clothing department, purchasers may select their presents from a choice assortment of ties scarfs, shirts, hats, &c., at Te Aro House, Wellington.—ADVT. <box>479 1432 625 1897</box>
table-row: T. Murray scr F. Sutcliffe 3 <box>634 1140 780 1149</box>
english-mails: ENGLISH MAILS. The next English and European mail (via San Francisco) will close at the Feilding Post office on Friday, the 27th day of December, at 2.45 p.m. Due in London 3rd February. Parcels marked "Per Tongariro" may be posted up to 8 p.m. on 6th December. JAS. H. STEVENS, Postmaster. <box>324 44 470 146</box>
table-row: G. S. McNiven scr H. M. Nash 100 <box>634 707 780 716</box>
table-row: D. McGiffard 8 R. Kelly 35 <box>634 1218 780 1227</box>
table-row: J. Troy 5 D. Sanson 9 <box>634 1019 780 1028</box>
table-row: M A Bailey 6 H S Bailey 11 <box>634 646 780 655</box>
masthead: THE FEILDING STAR, TUESDAY, DECEMBER 17, 1889. <box>10 8 1104 36</box>
table-row: W Weeks 5 W A Bailey 10 <box>634 595 780 604</box>
table-row: John Rush 4 W. Jewell 8 <box>634 1607 780 1616</box>
handicap-table <box>634 820 780 829</box>
handicap-table <box>634 1167 780 1330</box>
table-row: C. Coleman 15 A. Mosseman 25 <box>634 1451 780 1460</box>
ad-atkins: A. ATKINS, (Fellow Royal Inst. British Architects.) Assoc. Memb. Civil Engineers. ARCHITECT, WANGANUI. MR. ATKINS makes periodical visits throughout the District. Mr H. L. Sherwill will arrange interviews. <box>169 953 315 1028</box>
table-row: D. C. Morpeth 80 R. Rankin 140 <box>634 915 780 924</box>
handicap-table <box>634 708 780 811</box>
table-row: G. C. Cameron 6 A. Gregory 11 <box>634 1044 780 1053</box>
article-ashurst: Ashurst (FROM OUR OWN CORRESPONDENT.) Ashurst is growing rather rapidly. Within the past few months, one store-keeper has had to enlarge his shop; a second public hall had to be built; an extra blacksmith established himself; now another new store is in course of erection, and the people themselves feel an increase of importance. They have tried for a Town Board or a Borough, and it is a pity they cannot get either; but patience and further growth is what they need and the Borough will come in due course. Some of the settlers up the river on the Foxton Block seem anxious for a separate Road Board, but it appears premature to hope or try for that. The possible income from the proposed new road district might pay a clerk if he would take a small salary; but what they would do for funds to make roads with is a problem that would puzzle the keenest aspirants for Road Board honors to solve. If the Pohangina and part of the Kiwitea District, and some No. 6 of the Manchester were to join and take in the proposed new road district there would be a better chance of something being done, but, gee-up—Would No. 6 separate from the Manchester District, make Ashurst its centre, and by its roads up the river bring traffic and trade to Ashurst instead of letting it go to Feilding? In going from Ashurst up the Pohangina I notice the roads in very good condition at present; but the gravel on the road through the bush above the mill, is not thick enough; a great deal of mud is mixed with it and a little rain and some heavy traffic would make a bad road of it again. The fire which passed through Mr Wayne's felled bush has done considerable damage, a few places are burnt off clean; but none of the ground is only cleared of leaves, and some years must elapse before the land will be in a good order as it would be in one season after a good burn. The Kiwitea Board have begun the metalling of the road from the Manchester boundary, and the contractors are making good headway with it. The metal is very coarse but it is being broken carefully and promises to make a good road. The grass had begun to dry up owing to the long spell of dry, hot weather, but the few showers that fell some few days back freshened it up again and the heavy rain of the past week will give it a renewed spring. Sheep are shearing in full swing, two or three have already finished their clips, others are in the thick of it. Some wool is coming down from several miles up the river; the rain, however, has put a stop to shearing operations for a few days just now. As to returns, the percentage of lambs appears above the average of late years and they look well. The sheep are shearing well and with improved prices for wool, farmers are very hopeful for the future. The gardens are looking well. Fruit shows plentifully. A slight frost a few mornings past checked some potatoes a little but did not do any extensive damage. Bees are becoming quite an institution, and the ratio of this is a daily occurrence as swarm after swarm is taken and safely hived. I notice several new buildings by the side of the road. Mr Gardner has built a neat little cottage on his farm. Mr Hunt has also had one erected. The Pohangina school, originally built by the settlers, is replaced by a comfortable looking building built by the Education Board and nearly finished. I see, too, that tenders are invited for a teachers residence. The settlers are asking the Kiwitea Board to metal a short piece of the road below the school, and it is to be hoped they will obtain their request, for in winter the piece spoken of is a perfect bog for a few chains. <box>944 44 1091 1010</box>
table-row: R. M. Hart 85 R. Marsh 140 <box>634 776 780 785</box>
table-row: J. Troy 2 D. Sanson 5 <box>634 1149 780 1158</box>
table-row: W. Pyke 5 J. Humphries 18 <box>634 1357 780 1366</box>
table-row: J. Gordon 10 F. Knox 9 <box>634 1538 780 1547</box>
table-row: R. Oliphant 4 C. E. Harmer 6 <box>634 1590 780 1599</box>
table-row: W. London 105 C. Jackson 150 <box>634 975 780 984</box>
table-row: R. Jarrett 10 F. E. Muriel 22 <box>634 1391 780 1400</box>
table-row: Wm Arnott 6 H F Reddy 11 <box>634 612 780 621</box>
ad-foxton: WELLINGTON TO FOXTON. THE s.s. NAPIER, Captain Harvey, will leave WELLINGTON every MONDAY and THURSDAY. Foxton—every WEDNESDAY and SATURDAY. F. R. YOUNG, Agent s.s. Napier. <box>169 1028 315 1138</box>
table-row: Henry Paddon 12 A. S. Webb 35 <box>634 1244 780 1253</box>
table-row: R. H. Roebel 6 H. S. Bailey 12 <box>634 1053 780 1062</box>
article-manchester-road-board: Manchester Road Board THE polling for a proposed loan of £4750, to be expended in very necessary works in No. 5 Ward of the Manchester Road District will take place on Saturday next. That the voting will be in favor of the published schedule we feel confident, especially as two strong committees for the Mangaone and Bunnythorpe ends of the Ward, have been appointed to make assured the presence of the several electors at the polling booths. We have not heard of any opposition, openly made, but in order to obviate any possible mishap we would urge upon every ratepayer the fact that recording his vote is a duty he ought to fulfil, not only for his own, but for the benefit of his neighbors as well. The works to be done ought to have been completed years ago, and the present is the most likely chance the settlers will ever have again of getting the necessary money. Such being the case there should be no holding back—no excuses; but every elector should vote. <box>324 249 470 513</box>
table-row: S. Clark 8 A. Bush 8 <box>634 1521 780 1530</box>
handicap-table <box>634 1582 780 1659</box>
table-row: J. Troy scr T. Simpson 4 <box>634 1088 780 1097</box>
table-row: H. Paddon 35 G. E. Anderson 130 <box>634 898 780 907</box>
ad-nzloan: THE NEW ZEALAND LOAN & MERCANTILE AGENCY COMPANY, Limited. WOOL. WOOL. WELLINGTON WOOL SALES. The Company desire to intimate to Runholders and Farmers that AUCTION SALES Will be held during the Season at the Company's New WOOL STORES, WELLINGTON. As a number of Buyers purpose attending these sales, Wool-growers are recommended to take advantage of the competition at our local auctions in preference to disposing of their clips by private treaty. If reserves are not reached, the Wool can be shipped to the London Market, and advance taken. Liberal Advances made on— Wool, Grain, Hemp, Frozen Meat, Dairy Produce. For further particulars apply to R. McKNIGHT, Company's Agent at Palmerston, Or to ANDREW TODD, Manager at Wellington. <box>14 753 160 1047</box>
ad-baker: I AM prepared to advance large or small sums on favorable terms to borrowers. Interest, 6½ and 7 per cent.—no commission to be charged; 8 per cent. small sums. I invite enquiry as to expenses, and borrowers can then compare my terms with other lender's total charges. I have £4000 and £2000 of local money at 7 per cent. in sums of £1000 and upwards. The £2000 I can break into smaller sums at 7½ or 8 per cent. A. SOUTHEY BAKER, Solicitor, Palmerston North. <box>14 613 160 753</box>
table-row: J. FitzGerald 70 J. Jeans 120 <box>634 750 780 759</box>
table-row: Jas. Mooney 85 E. S. Webb 140 <box>634 932 780 941</box>
table-row: H. C. Saunders 20 G. E. Anderson 40 <box>634 1261 780 1270</box>
paper-masthead: The Feilding Star. <box>324 150 470 232</box>
handicap-table <box>634 1504 780 1573</box>
table-row: S G Peek 6 <box>634 689 707 698</box>
table-row: John Rush 13 H. W. Gorman 22 <box>634 1425 780 1434</box>
table-row: J Cunningham 4 J J Bryce 7 <box>634 492 780 501</box>
ad-goodbehere: EDMUND GOODBEHERE, Feilding. COMMISSION AGENT, INSURANCE AGENT, LAND AGENT, LOAN AGENT, HOUSE AGENT. MONEY to Lend on Rural Lands at lowest current rates. Rents and debts collected. Property owners desirous of leasing or selling same are invited to communicate. <box>14 290 160 404</box>
table-row: H. S. Bailey 2 P. Scott 6 <box>634 1105 780 1114</box>
article-railway-returns: Railway Returns THE following are the Traffic Returns for the Wanganui section of railway for the four weeks ending 9th November, 1889, and for the corresponding period in 1888 :— 1888 1889 Passengers 2501 7 1 2176 13 3 Parcels 214 18 4 272 7 9 Goods 3006 17 10 2228 7 3 Miscellaneous 370 16 9 240 12 0 £6341 0 0 £4948 0 2 In 1888 wool was 104 tons; in 1889, 290. Merchandise shows an increase of 700 tons. <box>324 688 470 838</box>
ad-monckton: [A CARD.] F. A. MONCKTON, (Member Royal College Surgeons, Eng.) HOURS of Consultation, at new Residence, Feilding, 9 to 12 a.m. N.B.—No night work undertaken, except by prior engagement. <box>14 40 160 126</box>
table-row: J. C. Whiteman 84 James Allerby 150 <box>634 949 780 958</box>
table-row: Goods 3006 17 10 2228 7 3 <box>324 784 470 793</box>
table-row: J. Wolland 16 <box>634 1486 704 1495</box>
handicap-table <box>634 993 780 1079</box>
table-row: T. Simpson 4 J. Humphries 9 <box>634 1010 780 1019</box>
article-sheep-returns: Sheep Returns WE have received the supplement to the New Zealand Gazette of the 5th instant, giving a return of all sheep owners and number of sheep and lambs on 31st May 1888 and 1889, from which we make the following extracts :— 1888 1889 Wanganui County 174,052 194,404 Rangitikei County 313,740 363,019 Oroua County 206,303 243,143 Manawatu County 136,495 157,023 In the Oroua County there has been an increase of 37,360 during the year. In the Manawatu County the increase was 21,758 head. <box>324 516 470 685</box>
table-row: G Foster 6 G S Dickson 12 <box>634 672 780 681</box>
tooth-logo-icon <box>14 178 160 236</box>
table-row: E. Green scr D. J. Mackay 6 <box>634 820 780 829</box>
table-row: Manawatu County 136,495 157,023 <box>324 639 470 648</box>
table-row: R Hart 4 W Jewell 8 <box>634 535 780 544</box>
handicap-table <box>634 838 780 984</box>
cable-news-header: CABLE NEWS. <box>789 42 935 96</box>
table-row: T Murray 5 A Mosseman 10 <box>634 586 780 595</box>
issue-dateline: TUESDAY, DECEMBER 17, 1889. <box>324 234 470 246</box>
table-row: R. H. Whisker 5 D. Sanson 7 <box>634 1512 780 1521</box>
table-row: J. Troy 25 <box>634 1322 705 1331</box>
table-row: M. A. Bailey 5 F. Pauthorpe 8 <box>634 1633 780 1642</box>
table-row: W. L. Whiteman 45 W. Tuckfield 120 <box>634 889 780 898</box>
table-row: H. C. Saunders 20 G. Worsfold 40 <box>634 1287 780 1296</box>
table-row: Jas. Mooney 18 E. Rankin 35 <box>634 1253 780 1262</box>
table-row: C. A. Blackbee scr E.W. Smith 30 <box>634 1176 780 1184</box>
table-row: R M Hart 6 H W Gorman 11 <box>634 621 780 630</box>
table-row: W. Irvine 20 H. T. Reddy 40 <box>634 1270 780 1279</box>
table-row: R. Rush 85 J. Cavanagh 140 <box>634 767 780 776</box>
table-row: Wanganui County 174,052 194,404 <box>324 613 470 622</box>
ad-money: MONEY. For Investment on security of Freehold Lands. Town Properties accepted ample margin offered. <box>14 555 160 613</box>
table-row: C. A. Blackbee 12 Chas. Guy 110 <box>634 846 780 855</box>
ad-ballinger: BALLINGER BROS., PLUMBERS, GASFITTERS, &c. WHOLESALE Manufacturers of Spouting, Ridging, Tanks, Pipes, Colonial Ovens, Taware, &c., &c. Warrior Tanks & Manhattan Streets (Near Drillshed, Wellington), And at Petone. <box>169 1207 315 1285</box>
article-australian-news: AUSTRALIAN NEWS. By Electric Telegraph.—Copyright. [PER UNITED PRESS ASSOCIATION.] SYDNEY, December 16. Searle wishes all Australian scullers to row for the championship. It is understood that Kemp, Matterson, Stanbury, and McLean will compete. A scheme to amalgamate the principal steamship owners into an association has been proposed, but the details of the proposal have not come under discussion yet. The balance-sheet of the Mount Morgan Company, for the six months ending 30th November, has been published. The profit and loss account shows that £100,474 has been spent in management and £525,000 paid in dividends, leaving a balance of £23,573. With the view of getting O'Connor, and possibly Teemer, to come out to Australia, Mr Deeble, the well known backer of Australian oarsmen, offers a purse of 200 sovs., with a subscription of 50 sovs in addition, for the championship of the world, to be rowed on the Parramatta River. Seven entries are expected Matterson has accepted McLean's challenge to row him for £200 a-side. A conference of engineers and steamship owners has been arranged, with a view of settling the differences between them. A tragedy occurred at Quirindi, in the Northern District. A young man named Montgomery shot Miss Church dead, and then committed suicide. The cause was jealousy. Montgomery also intended to kill several men who were paying attentions to the girl, but was unable to find them. <box>789 821 935 1254</box>
article-east-coast-election: The East Coast Election WE are glad to see that MR ARTHUR has been elected for the East Coast constituency. His majority over his opponent, Mr W. L. REES, is a comparatively small one, and indicates that the battle was well fought on both sides. We believe that MR ARTHUR will be a most useful member. His election strengthens the hands of the present Ministry, as he is an avowed supporter of SIR HARRY ATKINSON. A protest has been entered, of course, on the ground of alleged irregularities. <box>324 841 470 984</box>
table-row: R. W. Smith 105 J. E. Walker 150 <box>634 966 780 975</box>
table-row: W. Wiseman 1 J. Troy 18 <box>634 1348 780 1357</box>
table-row: R. H. Whisker scr J. P. Mauning 25 <box>634 1167 780 1176</box>
table-row: Parcels 214 18 4 272 7 9 <box>324 775 470 784</box>
article-wool-ship-fire: A Wool Ship on Fire [PER UNITED PRESS ASSOCIATION.] LYTTELTON, December 15. The barque Beltana, Captain Henry Bright, came into Lyttelton at 10 o'clock this morning flying a distress flag. The Beltana was bound from Port Augusta (South Australia) to London, loaded with wool. On December 9th the cargo was discovered to be on fire. The hatches were battened down and the decks carefully caulked to exclude all air. The ship was then near the Antipodes Islands Lyttelton was reached after the cargo had been six days on fire. The chemical fire engine from Christchurch was taken down by special train, and with the chemical fluids were injected into the hold without avail. The cargo is consigned to Elder and Co., of London, and consisted of 5037 bales of wool. December 16. Early this morning aboard the Beltana the temperature of the decks was somewhat lower. The fire on the barque Beltana is still smouldering; fresh charges of chemical fluid are being pumped into her. The lad Lucres, who was struck on the head at the Rangiora Salvation Army Barracks, is in so critical a condition that his deposition is to be taken. <box>479 675 625 1013</box>
table-row: J. P. Dinnan 20 G. F. Harvey 40 <box>634 1296 780 1305</box>
table-row: H. Hart 4 K. Horsford 8 <box>634 1599 780 1608</box>
table-row: J. Cunningham 6 <box>634 1070 704 1079</box>
table-row: T. Simpson 12 F. Wall 9 <box>634 1564 780 1573</box>
